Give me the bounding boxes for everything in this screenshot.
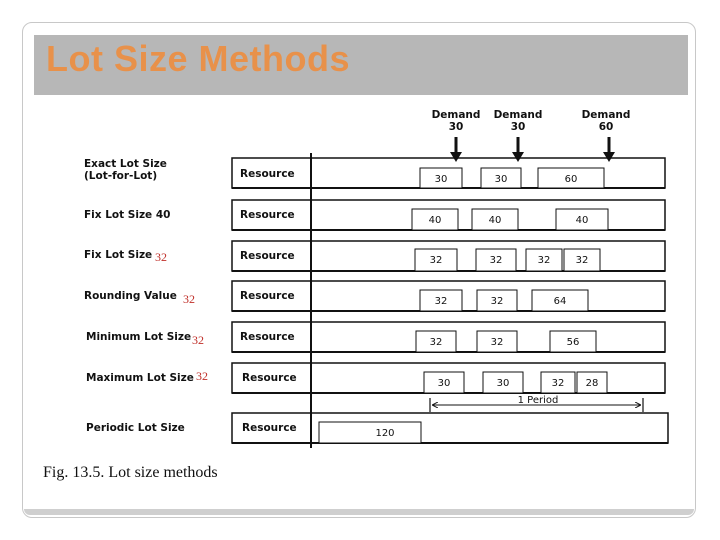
lot-value: 64 xyxy=(553,296,567,307)
lot-value: 30 xyxy=(496,378,510,389)
lot-value: 30 xyxy=(494,174,508,185)
row-periodic-lot-size xyxy=(86,413,668,443)
lot-value: 40 xyxy=(428,215,442,226)
figure-caption: Fig. 13.5. Lot size methods xyxy=(43,464,218,481)
lot-value: 32 xyxy=(429,337,443,348)
row-label: Minimum Lot Size xyxy=(86,331,192,343)
lot-value: 32 xyxy=(490,337,504,348)
demand-arrowheads xyxy=(450,152,615,162)
period-label: 1 Period xyxy=(517,395,559,406)
resource-label: Resource xyxy=(242,422,297,434)
resource-label: Resource xyxy=(242,372,297,384)
demand-label-3: Demand xyxy=(581,109,631,121)
row-maximum-lot-size xyxy=(86,363,665,393)
lot-value: 32 xyxy=(490,296,504,307)
lot-size-value: 32 xyxy=(192,333,204,347)
lot-value: 32 xyxy=(551,378,565,389)
row-label-sub: (Lot-for-Lot) xyxy=(84,170,158,182)
lot-value: 120 xyxy=(375,428,395,439)
demand-arrowhead-2 xyxy=(512,152,524,162)
resource-bar xyxy=(232,413,668,443)
lot-size-value: 32 xyxy=(183,292,195,306)
resource-label: Resource xyxy=(240,168,295,180)
row-label: Rounding Value xyxy=(84,290,177,302)
row-label: Exact Lot Size xyxy=(84,158,167,170)
row-label: Fix Lot Size 40 xyxy=(84,209,171,221)
lot-size-value: 32 xyxy=(155,250,167,264)
resource-label: Resource xyxy=(240,290,295,302)
period-indicator xyxy=(430,395,643,412)
row-label: Fix Lot Size xyxy=(84,249,153,261)
lot-value: 32 xyxy=(429,255,443,266)
demand-label-1: Demand xyxy=(431,109,481,121)
demand-value-3: 60 xyxy=(598,121,614,133)
resource-label: Resource xyxy=(240,331,295,343)
lot-value: 30 xyxy=(434,174,448,185)
lot-size-value: 32 xyxy=(196,369,208,383)
lot-value: 32 xyxy=(434,296,448,307)
row-fix-lot-size-32 xyxy=(84,241,665,271)
row-label: Maximum Lot Size xyxy=(86,372,194,384)
lot-value: 40 xyxy=(575,215,589,226)
row-exact-lot-size xyxy=(84,158,665,188)
resource-label: Resource xyxy=(240,250,295,262)
slide-title: Lot Size Methods xyxy=(46,38,350,79)
row-minimum-lot-size xyxy=(86,322,665,352)
lot-block xyxy=(319,422,421,443)
demand-label-2: Demand xyxy=(493,109,543,121)
demand-arrowhead-3 xyxy=(603,152,615,162)
lot-value: 30 xyxy=(437,378,451,389)
demand-value-1: 30 xyxy=(448,121,464,133)
lot-value: 32 xyxy=(575,255,589,266)
lot-value: 32 xyxy=(489,255,503,266)
lot-value: 32 xyxy=(537,255,551,266)
demand-arrowhead-1 xyxy=(450,152,462,162)
row-label: Periodic Lot Size xyxy=(86,422,185,434)
demand-value-2: 30 xyxy=(510,121,526,133)
lot-value: 40 xyxy=(488,215,502,226)
lot-value: 56 xyxy=(566,337,580,348)
lot-value: 60 xyxy=(564,174,578,185)
resource-label: Resource xyxy=(240,209,295,221)
lot-value: 28 xyxy=(585,378,599,389)
row-fix-lot-size-40 xyxy=(84,200,665,230)
row-rounding-value xyxy=(84,281,665,311)
demand-arrows xyxy=(456,137,609,154)
